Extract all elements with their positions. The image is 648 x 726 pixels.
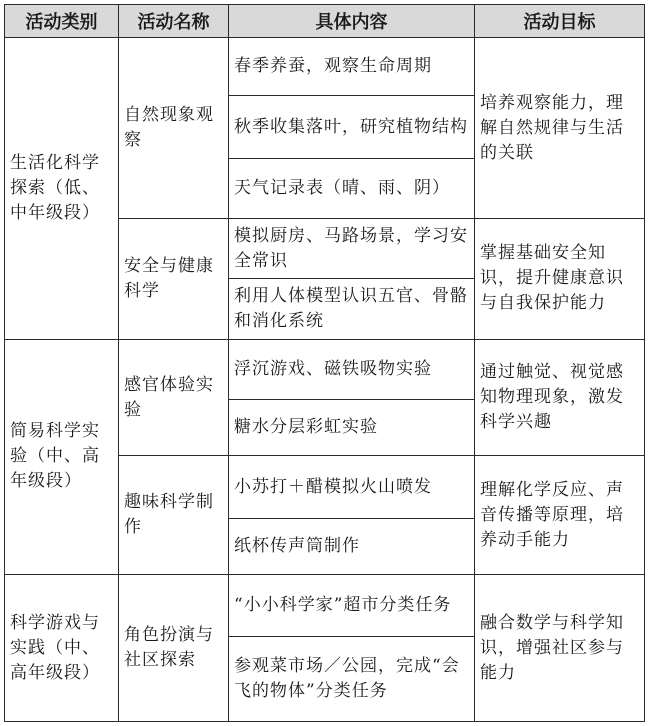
header-row (5, 5, 645, 38)
table-header (5, 5, 645, 38)
goal-cell: 融合数学与科学知识，增强社区参与能力 (475, 575, 645, 722)
activity-name-cell: 趣味科学制作 (119, 456, 229, 575)
content-cell: 纸杯传声筒制作 (229, 518, 475, 574)
header-goal: 活动目标 (475, 5, 645, 38)
goal-cell: 通过触觉、视觉感知物理现象，激发科学兴趣 (475, 339, 645, 456)
activity-table (4, 4, 645, 722)
content-cell: 参观菜市场／公园，完成“会飞的物体”分类任务 (229, 637, 475, 722)
content-cell: 春季养蚕，观察生命周期 (229, 38, 475, 96)
activity-name-cell: 角色扮演与社区探索 (119, 575, 229, 722)
content-cell: 小苏打＋醋模拟火山喷发 (229, 456, 475, 518)
header-activity-name: 活动名称 (119, 5, 229, 38)
table-row (5, 38, 645, 96)
activity-name-cell: 感官体验实验 (119, 339, 229, 456)
header-category: 活动类别 (5, 5, 119, 38)
content-cell: 天气记录表（晴、雨、阴） (229, 158, 475, 218)
activity-name-cell: 自然现象观察 (119, 38, 229, 219)
goal-cell: 培养观察能力，理解自然规律与生活的关联 (475, 38, 645, 219)
header-content: 具体内容 (229, 5, 475, 38)
table-row (5, 339, 645, 399)
content-cell: “小小科学家”超市分类任务 (229, 575, 475, 637)
category-cell: 简易科学实验（中、高年级段） (5, 339, 119, 574)
content-cell: 秋季收集落叶，研究植物结构 (229, 96, 475, 158)
table-row (5, 575, 645, 637)
goal-cell: 理解化学反应、声音传播等原理，培养动手能力 (475, 456, 645, 575)
content-cell: 浮沉游戏、磁铁吸物实验 (229, 339, 475, 399)
category-cell: 生活化科学探索（低、中年级段） (5, 38, 119, 340)
content-cell: 糖水分层彩虹实验 (229, 400, 475, 456)
goal-cell: 掌握基础安全知识，提升健康意识与自我保护能力 (475, 219, 645, 340)
content-cell: 利用人体模型认识五官、骨骼和消化系统 (229, 279, 475, 339)
activity-name-cell: 安全与健康科学 (119, 219, 229, 340)
category-cell: 科学游戏与实践（中、高年级段） (5, 575, 119, 722)
content-cell: 模拟厨房、马路场景，学习安全常识 (229, 219, 475, 279)
table-body (5, 38, 645, 722)
